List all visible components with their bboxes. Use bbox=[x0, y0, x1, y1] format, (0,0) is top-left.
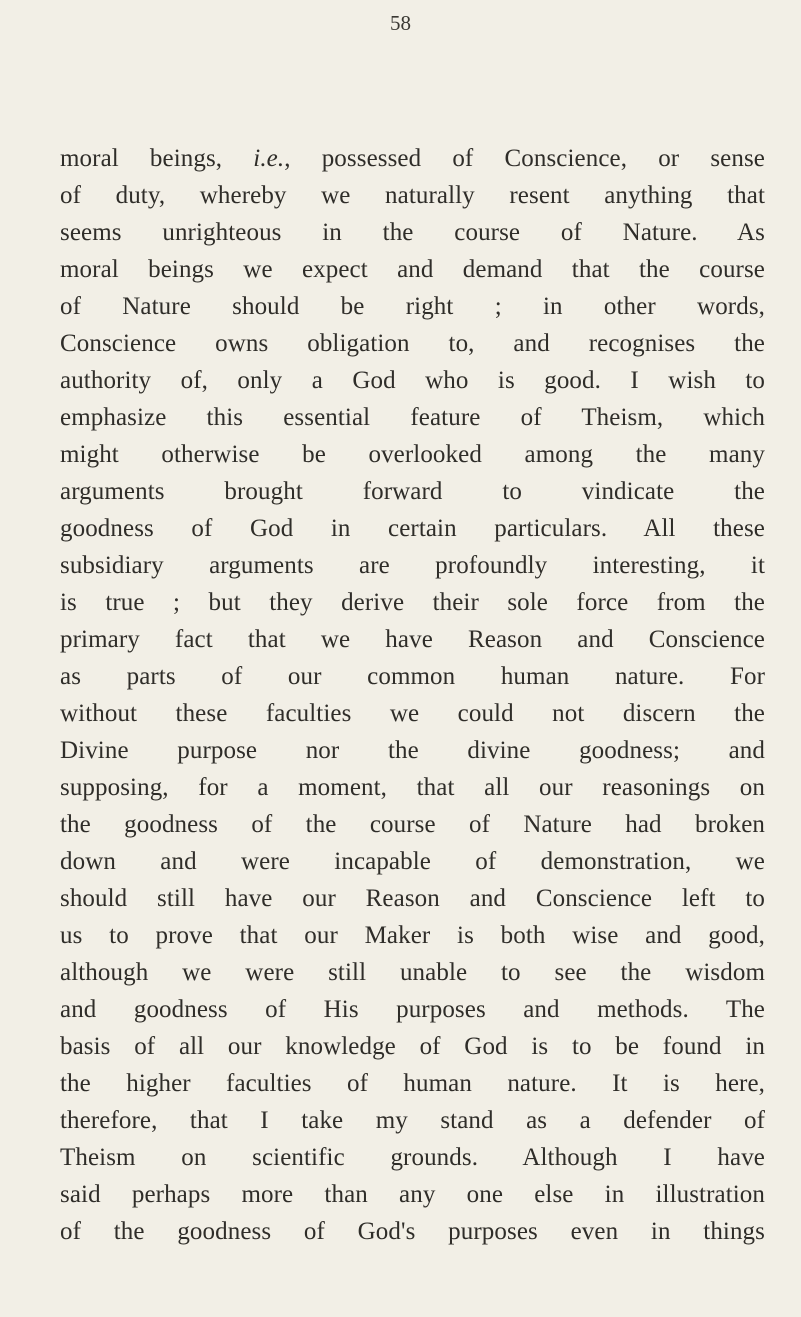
text-line-8: emphasize this essential feature of Theism, which bbox=[60, 404, 765, 431]
text-line-21: should still have our Reason and Conscience left to bbox=[60, 885, 765, 912]
text-line-19: the goodness of the course of Nature had broken bbox=[60, 811, 765, 838]
text-line-16: without these faculties we could not discern the bbox=[60, 700, 765, 727]
text-line-7: authority of, only a God who is good. I wish to bbox=[60, 367, 765, 394]
text-line-17: Divine purpose nor the divine goodness; and bbox=[60, 737, 765, 764]
text-line-2: of duty, whereby we naturally resent anything that bbox=[60, 182, 765, 209]
text-line-22: us to prove that our Maker is both wise and good, bbox=[60, 922, 765, 949]
text-line-6: Conscience owns obligation to, and recognises the bbox=[60, 330, 765, 357]
text-line-18: supposing, for a moment, that all our reasonings on bbox=[60, 774, 765, 801]
text-line-28: Theism on scientific grounds. Although I have bbox=[60, 1144, 765, 1171]
text-line-5: of Nature should be right ; in other words, bbox=[60, 293, 765, 320]
text-line-13: is true ; but they derive their sole force from the bbox=[60, 589, 765, 616]
text-line-14: primary fact that we have Reason and Conscience bbox=[60, 626, 765, 653]
text-line-23: although we were still unable to see the wisdom bbox=[60, 959, 765, 986]
text-line-12: subsidiary arguments are profoundly interesting, it bbox=[60, 552, 765, 579]
text-line-30: of the goodness of God's purposes even in things bbox=[60, 1218, 765, 1245]
text-line-15: as parts of our common human nature. For bbox=[60, 663, 765, 690]
text-line-9: might otherwise be overlooked among the many bbox=[60, 441, 765, 468]
text-line-11: goodness of God in certain particulars. All these bbox=[60, 515, 765, 542]
text-line-26: the higher faculties of human nature. It is here, bbox=[60, 1070, 765, 1097]
text-line-25: basis of all our knowledge of God is to be found in bbox=[60, 1033, 765, 1060]
text-line-10: arguments brought forward to vindicate the bbox=[60, 478, 765, 505]
text-line-27: therefore, that I take my stand as a defender of bbox=[60, 1107, 765, 1134]
text-line-24: and goodness of His purposes and methods. The bbox=[60, 996, 765, 1023]
body-text bbox=[60, 140, 765, 1250]
text-line-29: said perhaps more than any one else in illustration bbox=[60, 1181, 765, 1208]
text-line-4: moral beings we expect and demand that the course bbox=[60, 256, 765, 283]
text-line-3: seems unrighteous in the course of Nature. As bbox=[60, 219, 765, 246]
page-number: 58 bbox=[390, 11, 411, 35]
text-line-20: down and were incapable of demonstration, we bbox=[60, 848, 765, 875]
text-line-1: moral beings, i.e., possessed of Conscience, or sense bbox=[60, 145, 765, 172]
